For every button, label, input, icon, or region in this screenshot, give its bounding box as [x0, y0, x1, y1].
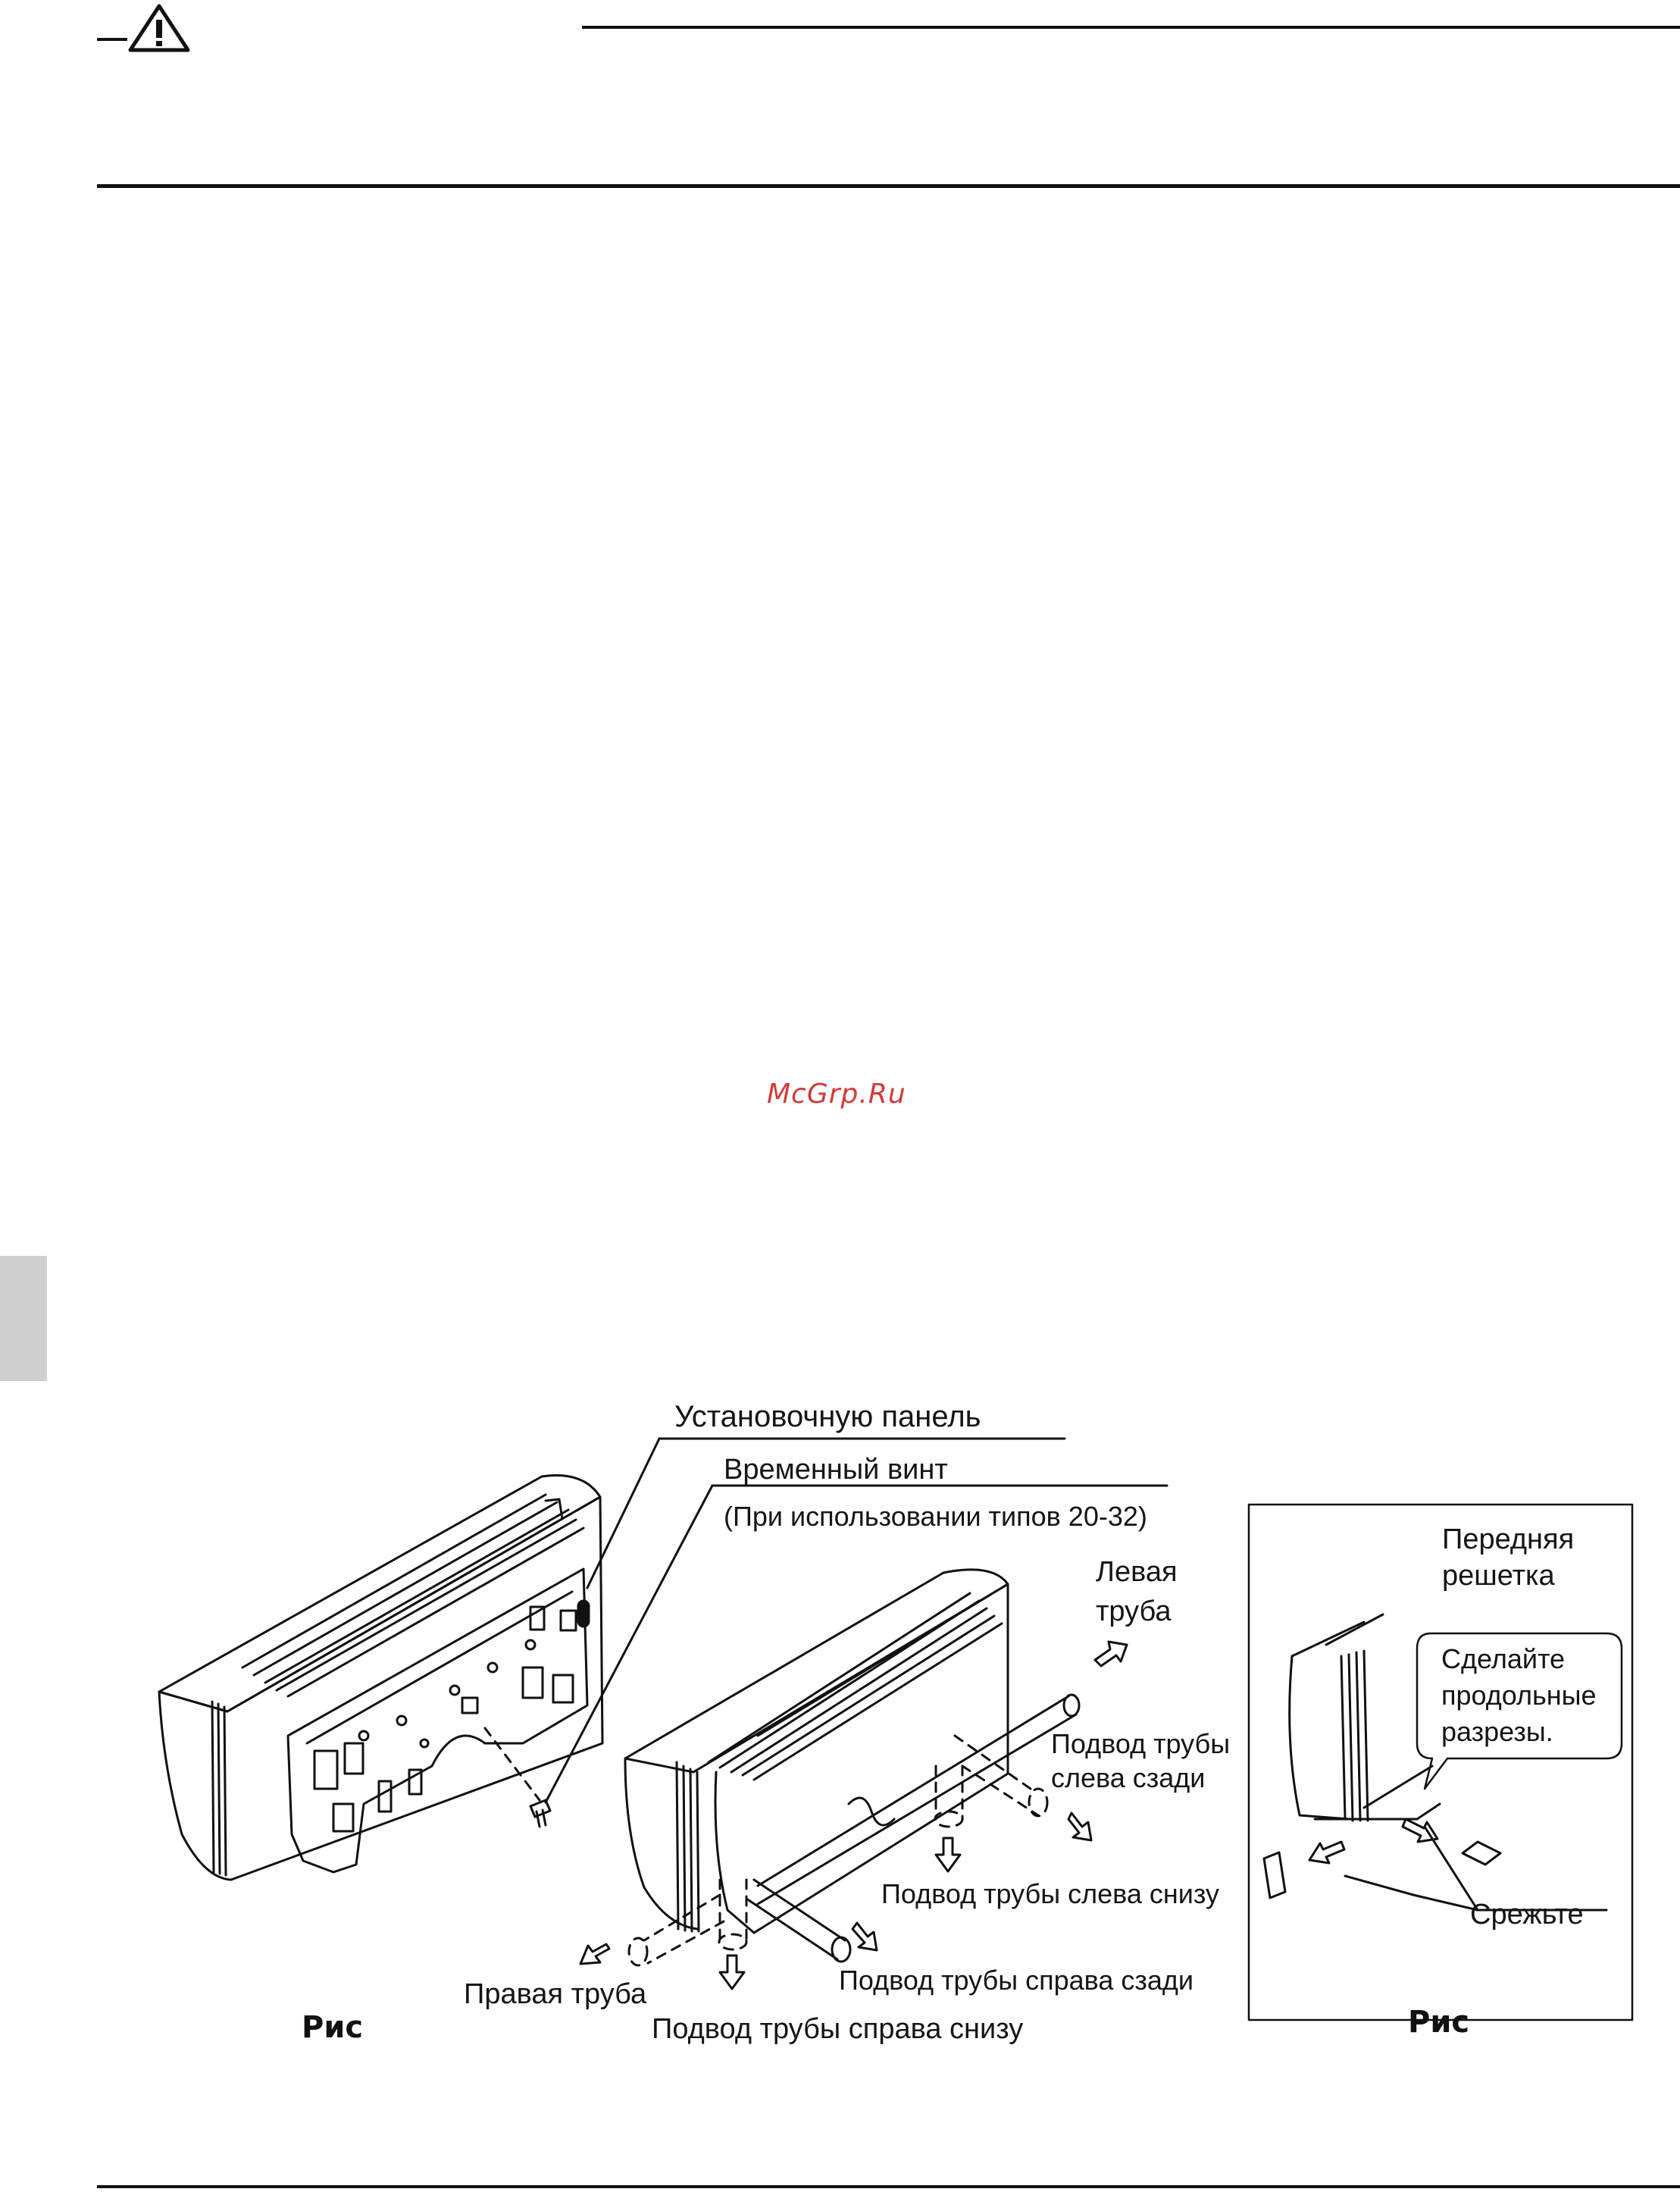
figure1-caption: Рис	[302, 2010, 364, 2045]
label-mounting-panel: Установочную панель	[674, 1400, 981, 1433]
label-cut-off: Срежьте	[1470, 1899, 1584, 1931]
label-right-pipe: Правая труба	[464, 1978, 647, 2010]
label-front-grille: Передняя	[1442, 1523, 1575, 1555]
label-right-bottom: Подвод трубы справа снизу	[652, 2013, 1024, 2045]
figure2-caption: Рис	[1408, 2005, 1470, 2040]
label-left-rear: Подвод трубы	[1051, 1728, 1231, 1759]
label-front-grille-2: решетка	[1442, 1560, 1555, 1592]
label-left-bottom: Подвод трубы слева снизу	[881, 1878, 1219, 1909]
label-left-pipe: Левая	[1096, 1556, 1178, 1588]
unit-front-view	[580, 1570, 1127, 1989]
label-right-rear: Подвод трубы справа сзади	[839, 1965, 1194, 1996]
label-left-rear-2: слева сзади	[1051, 1762, 1206, 1793]
unit-rear-view	[159, 1476, 602, 1880]
label-temp-screw-note: (При использовании типов 20-32)	[724, 1501, 1147, 1532]
footer-rule	[97, 2185, 1680, 2188]
label-temp-screw: Временный винт	[724, 1454, 948, 1486]
label-make-cuts-3: разрезы.	[1441, 1716, 1553, 1747]
label-make-cuts: Сделайте	[1441, 1643, 1566, 1674]
label-make-cuts-2: продольные	[1441, 1680, 1597, 1711]
label-left-pipe-2: труба	[1096, 1595, 1172, 1627]
watermark: McGrp.Ru	[767, 1079, 906, 1110]
